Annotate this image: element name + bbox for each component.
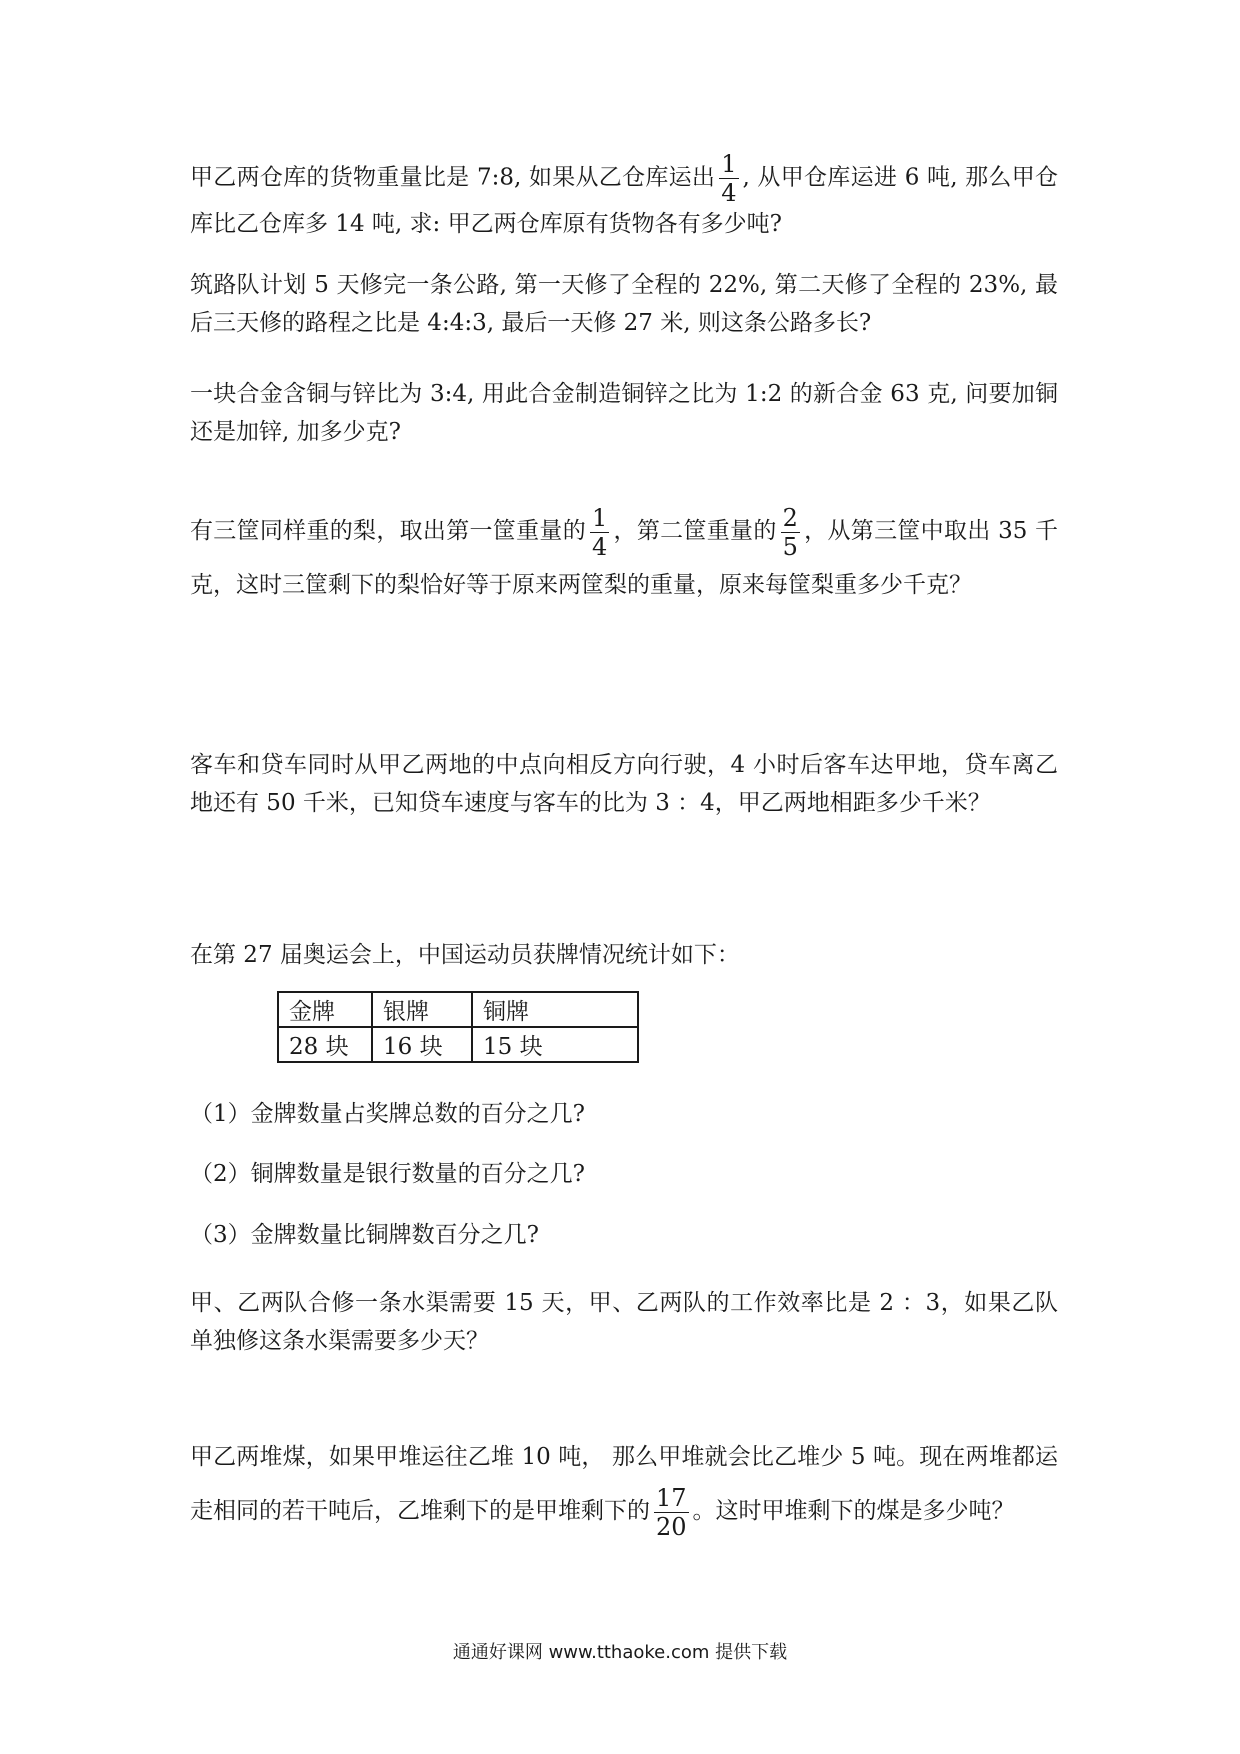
problem-8-text-a: 甲乙两堆煤，如果甲堆运往乙堆 10 吨， 那么甲堆就会比乙堆少 5 吨。现在两堆都运走相同的若干吨后，乙堆剩下的是甲堆剩下的 [190, 1444, 1058, 1524]
problem-6-intro: 在第 27 届奥运会上，中国运动员获牌情况统计如下： [190, 942, 740, 968]
header-bronze: 铜牌 [472, 992, 638, 1027]
header-silver: 银牌 [372, 992, 472, 1027]
value-bronze: 15 块 [472, 1027, 638, 1062]
question-3: （3）金牌数量比铜牌数百分之几? [190, 1222, 539, 1248]
problem-2: 筑路队计划 5 天修完一条公路, 第一天修了全程的 22%, 第二天修了全程的 23%, 最后三天修的路程之比是 4:4:3, 最后一天修 27 米, 则这条公路多长? [190, 272, 1058, 336]
medal-table [277, 991, 639, 1063]
problem-8 [190, 1430, 1058, 1539]
fraction-one-quarter: $\frac{1}{4}$ [721, 150, 737, 207]
problem-1 [190, 152, 1058, 243]
problem-4-text-b: ，第二筐重量的 [613, 518, 777, 544]
fraction-one-quarter: $\frac{1}{4}$ [591, 503, 608, 561]
fraction-seventeen-twentieths: $\frac{17}{20}$ [656, 1483, 687, 1541]
problem-1-text-a: 甲乙两仓库的货物重量比是 7:8, 如果从乙仓库运出 [190, 164, 716, 191]
question-1: （1）金牌数量占奖牌总数的百分之几? [190, 1101, 585, 1127]
header-gold: 金牌 [278, 992, 372, 1027]
value-silver: 16 块 [372, 1027, 472, 1062]
problem-4-text-c: ，从第三筐中取出 35 千克，这时三筐剩下的梨恰好等于原来两筐梨的重量，原来每筐梨重多少千克？ [190, 518, 1059, 598]
medal-table-value-row [278, 1027, 638, 1062]
problem-3: 一块合金含铜与锌比为 3:4, 用此合金制造铜锌之比为 1:2 的新合金 63 克, 问要加铜还是加锌, 加多少克? [190, 381, 1058, 445]
medal-table-header-row [278, 992, 638, 1027]
problem-7: 甲、乙两队合修一条水渠需要 15 天，甲、乙两队的工作效率比是 2 ：3，如果乙队单独修这条水渠需要多少天？ [190, 1290, 1058, 1354]
value-gold: 28 块 [278, 1027, 372, 1062]
problem-5: 客车和贷车同时从甲乙两地的中点向相反方向行驶，4 小时后客车达甲地，贷车离乙地还有 50 千米，已知贷车速度与客车的比为 3 ：4，甲乙两地相距多少千米？ [190, 752, 1058, 816]
problem-8-text-b: 。这时甲堆剩下的煤是多少吨？ [692, 1498, 1015, 1524]
fraction-two-fifths: $\frac{2}{5}$ [782, 503, 798, 561]
problem-4-text-a: 有三筐同样重的梨，取出第一筐重量的 [190, 518, 586, 544]
problem-4 [190, 505, 1058, 611]
problem-1-text-b: , 从甲仓库运进 6 吨, 那么甲仓库比乙仓库多 14 吨, 求: 甲乙两仓库原有货物各有多少吨? [190, 164, 1059, 237]
footer-credit: 通通好课网 www.tthaoke.com 提供下载 [452, 1642, 788, 1663]
question-2: （2）铜牌数量是银行数量的百分之几? [190, 1161, 585, 1187]
